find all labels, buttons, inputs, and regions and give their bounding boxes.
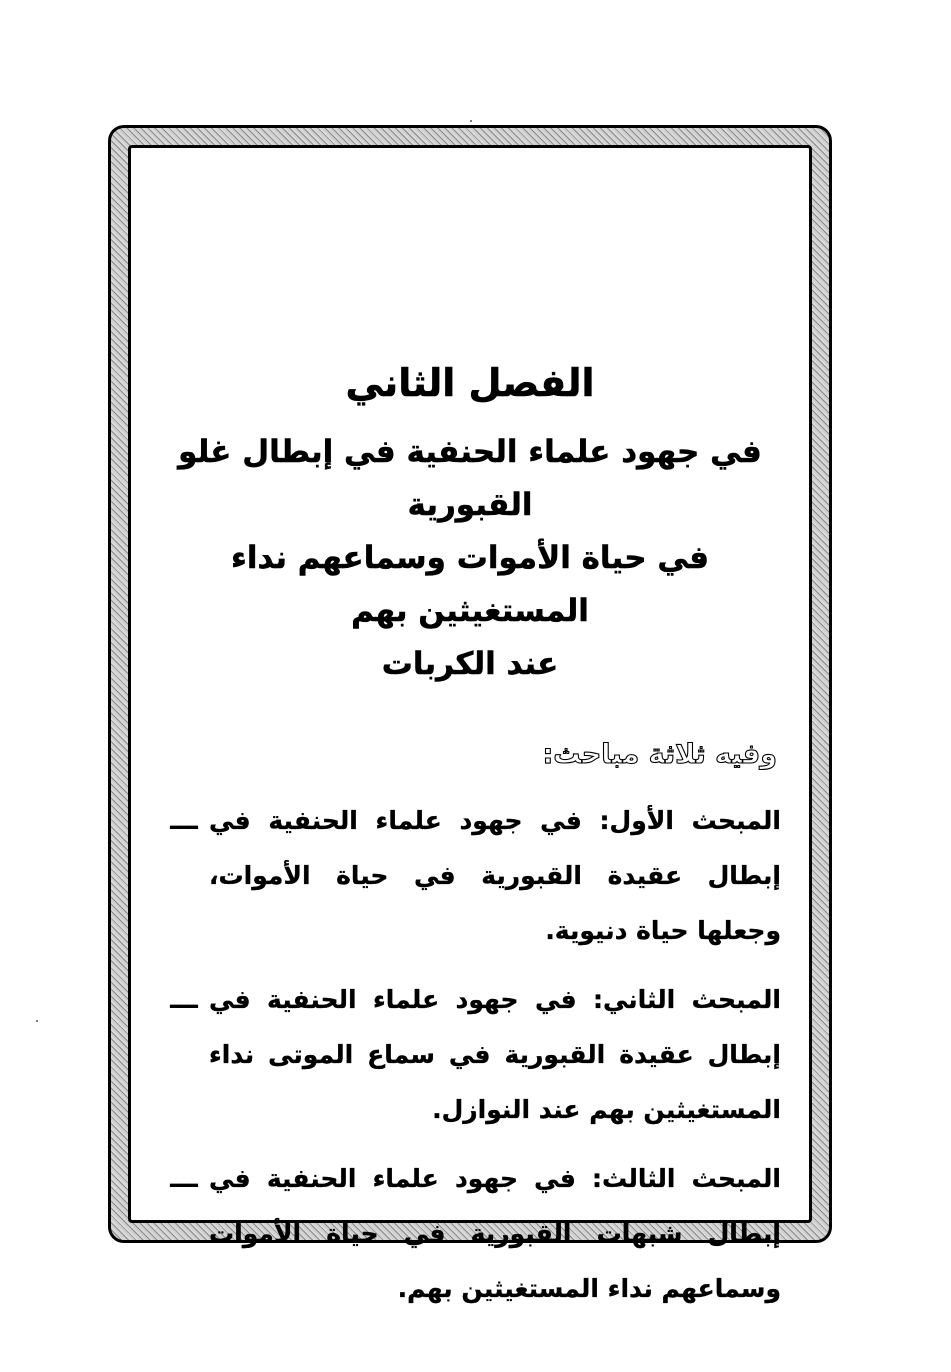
scan-speck-top <box>470 120 472 122</box>
dash-bullet: ـــ <box>170 984 198 1015</box>
sections-list <box>159 793 781 1316</box>
section-item-2 <box>159 972 781 1137</box>
chapter-content <box>159 358 781 1330</box>
chapter-subtitle-line: في جهود علماء الحنفية في إبطال غلو القبورية <box>178 434 762 523</box>
ornamental-page-frame <box>108 125 832 1303</box>
sections-intro: وفيه ثلاثة مباحث: <box>542 739 777 770</box>
section-item-3 <box>159 1151 781 1316</box>
section-item-1 <box>159 793 781 958</box>
chapter-subtitle <box>159 426 781 691</box>
dash-bullet: ـــ <box>170 1163 198 1194</box>
section-text: المبحث الثاني: في جهود علماء الحنفية في إبطال عقيدة القبورية في سماع الموتى نداء المستغيثين بهم عند النوازل. <box>209 985 781 1124</box>
chapter-title: الفصل الثاني <box>345 361 595 405</box>
page-frame-inner-panel <box>128 145 812 1303</box>
section-text: المبحث الأول: في جهود علماء الحنفية في إبطال عقيدة القبورية في حياة الأموات، وجعلها حياة دنيوية. <box>209 806 781 945</box>
chapter-subtitle-line: في حياة الأموات وسماعهم نداء المستغيثين بهم <box>230 540 710 629</box>
chapter-subtitle-line: عند الكربات <box>381 646 559 682</box>
dash-bullet: ـــ <box>170 805 198 836</box>
scan-speck-left <box>36 1020 38 1022</box>
section-text: المبحث الثالث: في جهود علماء الحنفية في إبطال شبهات القبورية في حياة الأموات وسماعهم نداء المستغيثين بهم. <box>209 1164 781 1303</box>
